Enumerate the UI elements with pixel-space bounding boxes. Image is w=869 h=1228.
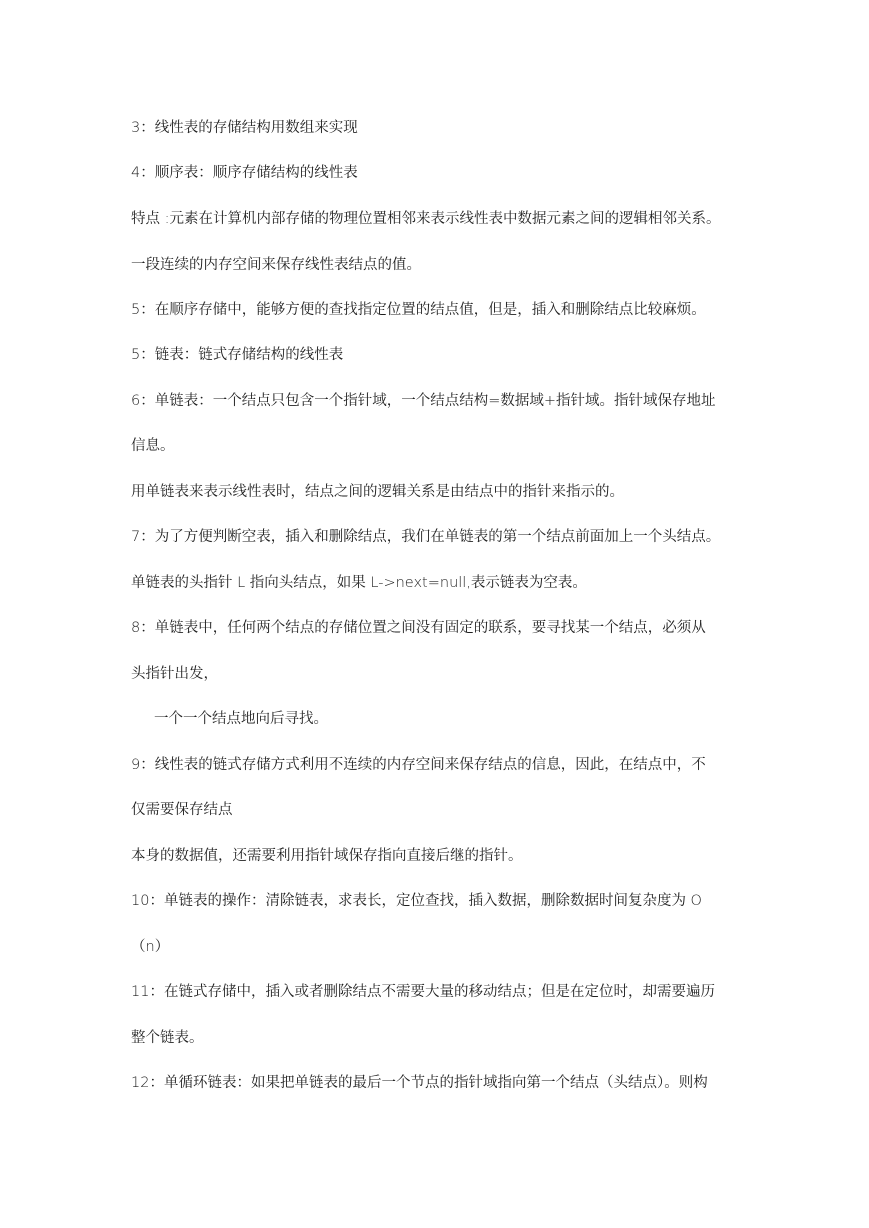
text-line: 9：线性表的链式存储方式利用不连续的内存空间来保存结点的信息，因此，在结点中，不 (131, 757, 706, 773)
text-line: 本身的数据值，还需要利用指针域保存指向直接后继的指针。 (131, 848, 523, 864)
text-line: 头指针出发， (131, 666, 218, 682)
text-line: 用单链表来表示线性表时，结点之间的逻辑关系是由结点中的指针来指示的。 (131, 484, 624, 500)
text-line: （n） (131, 939, 170, 955)
text-line: 5：在顺序存储中，能够方便的查找指定位置的结点值，但是，插入和删除结点比较麻烦。 (131, 302, 706, 318)
text-line: 8：单链表中，任何两个结点的存储位置之间没有固定的联系，要寻找某一个结点，必须从 (131, 620, 706, 636)
text-line: 单链表的头指针 L 指向头结点，如果 L->next=null,表示链表为空表。 (131, 575, 587, 591)
text-line: 7：为了方便判断空表，插入和删除结点，我们在单链表的第一个结点前面加上一个头结点。 (131, 529, 721, 545)
text-line: 12：单循环链表：如果把单链表的最后一个节点的指针域指向第一个结点（头结点）。则构 (131, 1075, 708, 1091)
text-line: 10：单链表的操作：清除链表，求表长，定位查找，插入数据，删除数据时间复杂度为 O (131, 893, 702, 909)
text-line: 5：链表：链式存储结构的线性表 (131, 347, 344, 363)
text-line: 4：顺序表：顺序存储结构的线性表 (131, 165, 358, 181)
text-line: 3：线性表的存储结构用数组来实现 (131, 120, 358, 136)
text-line: 仅需要保存结点 (131, 802, 233, 818)
text-line: 6：单链表：一个结点只包含一个指针域，一个结点结构=数据域+指针域。指针域保存地址 (131, 393, 716, 409)
text-line: 特点 :元素在计算机内部存储的物理位置相邻来表示线性表中数据元素之间的逻辑相邻关系。 (131, 211, 721, 227)
text-line: 一个一个结点地向后寻找。 (154, 711, 328, 727)
text-line: 信息。 (131, 438, 175, 454)
text-line: 11：在链式存储中，插入或者删除结点不需要大量的移动结点；但是在定位时，却需要遍历 (131, 984, 715, 1000)
text-line: 一段连续的内存空间来保存线性表结点的值。 (131, 257, 421, 273)
text-line: 整个链表。 (131, 1030, 204, 1046)
